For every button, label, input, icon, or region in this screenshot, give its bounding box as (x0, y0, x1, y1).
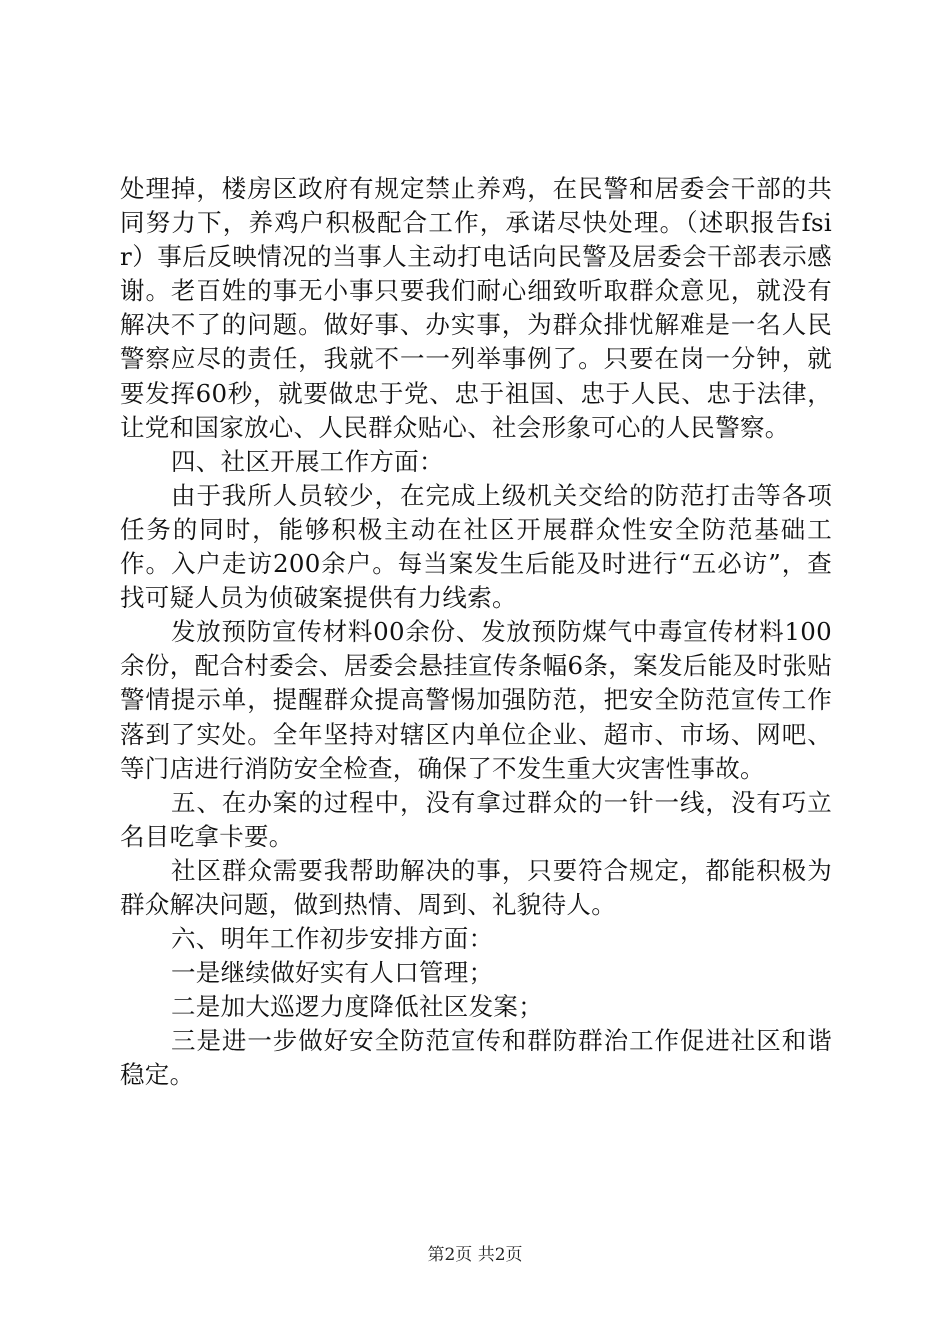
page-number-footer: 第2页 共2页 (427, 1245, 523, 1265)
section-heading-four: 四、社区开展工作方面： (171, 446, 444, 476)
paragraph-publicity: 发放预防宣传材料00余份、发放预防煤气中毒宣传材料100余份，配合村委会、居委会悬挂宣传条幅6条，案发后能及时张贴警情提示单，提醒群众提高警惕加强防范，把安全防范宣传工作落到了实处。全年坚持对辖区内单位企业、超市、市场、网吧、等门店进行消防安全检查，确保了不发生重大灾害性事故。 (120, 617, 832, 783)
document-body (120, 172, 832, 1093)
paragraph-1: 处理掉，楼房区政府有规定禁止养鸡，在民警和居委会干部的共同努力下，养鸡户积极配合工作，承诺尽快处理。（述职报告fsir）事后反映情况的当事人主动打电话向民警及居委会干部表示感谢。老百姓的事无小事只要我们耐心细致听取群众意见，就没有解决不了的问题。做好事、办实事，为群众排忧解难是一名人民警察应尽的责任，我就不一一列举事例了。只要在岗一分钟，就要发挥60秒，就要做忠于党、忠于祖国、忠于人民、忠于法律，让党和国家放心、人民群众贴心、社会形象可心的人民警察。 (120, 174, 832, 442)
plan-item-2: 二是加大巡逻力度降低社区发案； (171, 992, 543, 1022)
plan-item-1: 一是继续做好实有人口管理； (171, 958, 494, 988)
paragraph-help-public: 社区群众需要我帮助解决的事，只要符合规定，都能积极为群众解决问题，做到热情、周到、礼貌待人。 (120, 855, 832, 919)
plan-item-3: 三是进一步做好安全防范宣传和群防群治工作促进社区和谐稳定。 (120, 1026, 832, 1090)
section-heading-six: 六、明年工作初步安排方面： (171, 924, 494, 954)
paragraph-community-work: 由于我所人员较少，在完成上级机关交给的防范打击等各项任务的同时，能够积极主动在社区开展群众性安全防范基础工作。入户走访200余户。每当案发生后能及时进行“五必访”，查找可疑人员为侦破案提供有力线索。 (120, 480, 832, 613)
section-heading-five: 五、在办案的过程中，没有拿过群众的一针一线，没有巧立名目吃拿卡要。 (120, 787, 832, 851)
